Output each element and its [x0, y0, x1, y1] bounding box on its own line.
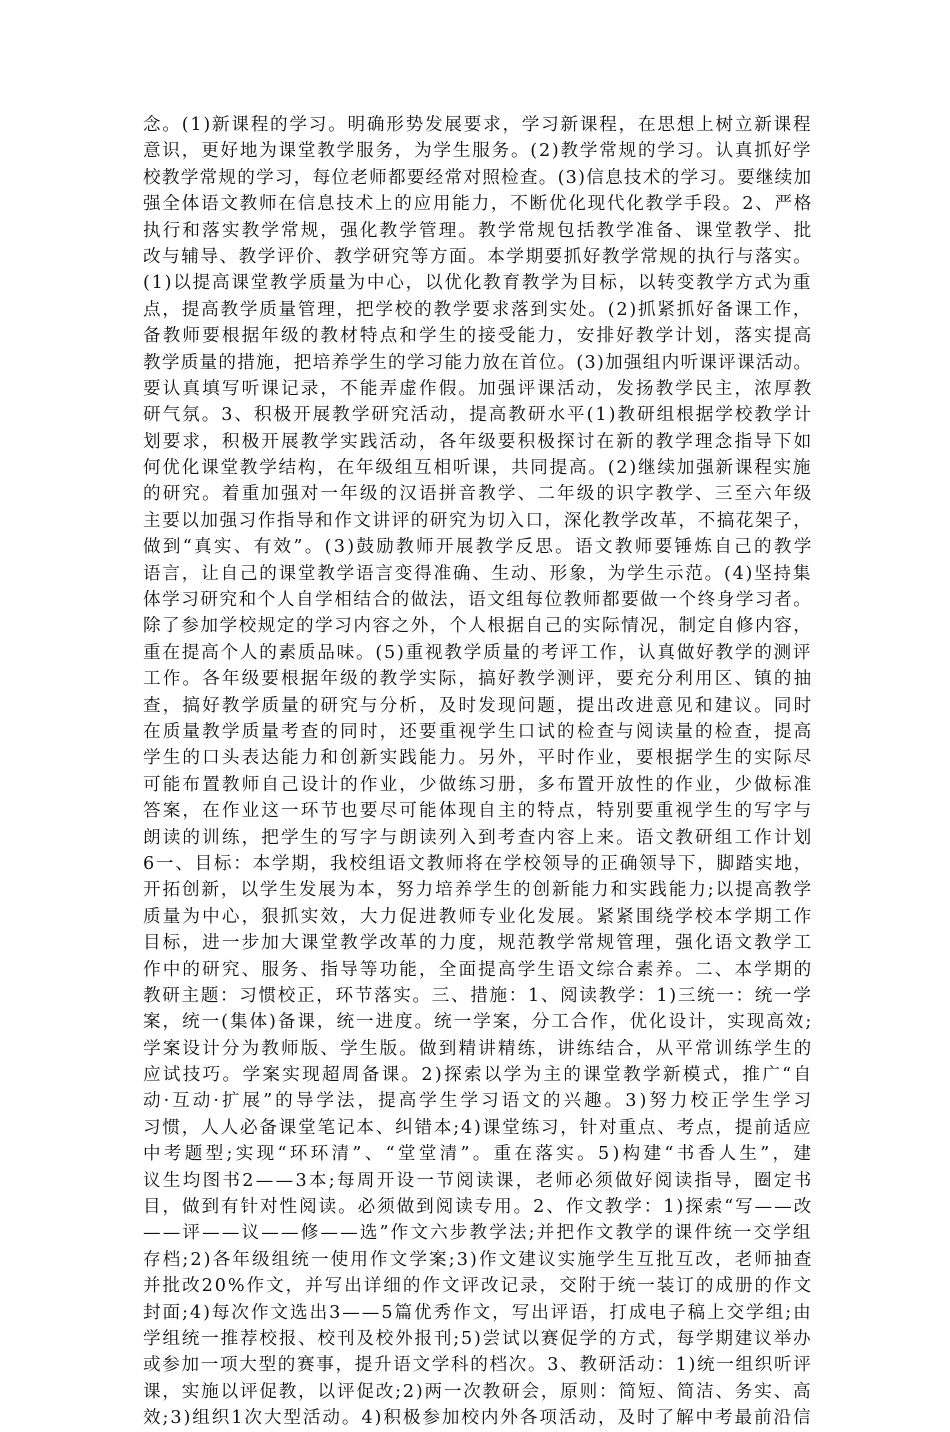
text-line: 质量为中心，狠抓实效，大力促进教师专业化发展。紧紧围绕学校本学期工作	[143, 906, 814, 927]
text-line: 应试技巧。学案实现超周备课。2)探索以学为主的课堂教学新模式，推广“自	[143, 1065, 814, 1086]
text-line: 并批改20%作文，并写出详细的作文评改记录，交附于统一装订的成册的作文	[143, 1276, 814, 1297]
text-line: 效;3)组织1次大型活动。4)积极参加校内外各项活动，及时了解中考最前沿信	[143, 1408, 813, 1429]
text-line: 研气氛。3、积极开展教学研究活动，提高教研水平(1)教研组根据学校教学计	[143, 405, 814, 426]
text-line: 要认真填写听课记录，不能弄虚作假。加强评课活动，发扬教学民主，浓厚教	[143, 378, 814, 399]
text-line: 课，实施以评促教，以评促改;2)两一次教研会，原则：简短、简洁、务实、高	[143, 1381, 813, 1402]
text-line: 封面;4)每次作文选出3——5篇优秀作文，写出评语，打成电子稿上交学组;由	[143, 1302, 813, 1323]
text-line: 划要求，积极开展教学实践活动，各年级要积极探讨在新的教学理念指导下如	[143, 431, 814, 452]
text-line: 动·互动·扩展”的导学法，提高学生学习语文的兴趣。3)努力校正学生学习	[143, 1091, 815, 1112]
text-line: 习惯，人人必备课堂笔记本、纠错本;4)课堂练习，针对重点、考点，提前适应	[143, 1117, 813, 1138]
text-line: 校教学常规的学习，每位老师都要经常对照检查。(3)信息技术的学习。要继续加	[143, 167, 813, 188]
text-line: 答案，在作业这一环节也要尽可能体现自主的特点，特别要重视学生的写字与	[143, 801, 814, 822]
text-line: 学生的口头表达能力和创新实践能力。另外，平时作业，要根据学生的实际尽	[143, 748, 814, 769]
text-line: 教学质量的措施，把培养学生的学习能力放在首位。(3)加强组内听课评课活动。	[143, 352, 813, 373]
text-line: 或参加一项大型的赛事，提升语文学科的档次。3、教研活动：1)统一组织听评	[143, 1355, 813, 1376]
text-line: 备教师要根据年级的教材特点和学生的接受能力，安排好教学计划，落实提高	[143, 326, 814, 347]
body-text	[143, 112, 815, 1432]
text-line: 改与辅导、教学评价、教学研究等方面。本学期要抓好教学常规的执行与落实。	[143, 246, 813, 267]
text-line: 存档;2)各年级组统一使用作文学案;3)作文建议实施学生互批互改，老师抽查	[143, 1249, 814, 1270]
text-line: 目标，进一步加大课堂教学改革的力度，规范教学常规管理，强化语文教学工	[143, 933, 814, 954]
text-line: 议生均图书2——3本;每周开设一节阅读课，老师必须做好阅读指导，圈定书	[143, 1170, 814, 1191]
text-line: 学组统一推荐校报、校刊及校外报刊;5)尝试以赛促学的方式，每学期建议举办	[143, 1328, 813, 1349]
text-line: (1)以提高课堂教学质量为中心，以优化教育教学为目标，以转变教学方式为重	[143, 273, 813, 294]
text-line: 查，搞好教学质量的研究与分析，及时发现问题，提出改进意见和建议。同时	[143, 695, 814, 716]
text-line: 点，提高教学质量管理，把学校的教学要求落到实处。(2)抓紧抓好备课工作，	[143, 299, 813, 320]
text-line: 目，做到有针对性阅读。必须做到阅读专用。2、作文教学：1)探索“写——改	[143, 1197, 814, 1218]
text-line: 执行和落实教学常规，强化教学管理。教学常规包括教学准备、课堂教学、批	[143, 220, 814, 241]
text-line: 意识，更好地为课堂教学服务，为学生服务。(2)教学常规的学习。认真抓好学	[143, 141, 813, 162]
text-line: 可能布置教师自己设计的作业，少做练习册，多布置开放性的作业，少做标准	[143, 774, 814, 795]
text-line: 做到“真实、有效”。(3)鼓励教师开展教学反思。语文教师要锤炼自己的教学	[143, 537, 814, 558]
text-line: 作中的研究、服务、指导等功能，全面提高学生语文综合素养。二、本学期的	[143, 959, 814, 980]
text-line: 强全体语文教师在信息技术上的应用能力，不断优化现代化教学手段。2、严格	[143, 194, 814, 215]
text-line: 6一、目标：本学期，我校组语文教师将在学校领导的正确领导下，脚踏实地，	[143, 853, 814, 874]
text-line: 朗读的训练，把学生的写字与朗读列入到考查内容上来。语文教研组工作计划	[143, 827, 814, 848]
text-line: 教研主题：习惯校正，环节落实。三、措施：1、阅读教学：1)三统一：统一学	[143, 985, 813, 1006]
text-line: 在质量教学质量考查的同时，还要重视学生口试的检查与阅读量的检查，提高	[143, 721, 814, 742]
text-line: 体学习研究和个人自学相结合的做法，语文组每位教师都要做一个终身学习者。	[143, 590, 813, 611]
text-line: 学案设计分为教师版、学生版。做到精讲精练，讲练结合，从平常训练学生的	[143, 1038, 814, 1059]
text-line: 语言，让自己的课堂教学语言变得准确、生动、形象，为学生示范。(4)坚持集	[143, 563, 813, 584]
text-line: 中考题型;实现“环环清”、“堂堂清”。重在落实。5)构建“书香人生”，建	[143, 1144, 815, 1165]
text-line: 主要以加强习作指导和作文讲评的研究为切入口，深化教学改革，不搞花架子，	[143, 510, 813, 531]
text-line: 重在提高个人的素质品味。(5)重视教学质量的考评工作，认真做好教学的测评	[143, 642, 813, 663]
text-line: 开拓创新，以学生发展为本，努力培养学生的创新能力和实践能力;以提高教学	[143, 880, 814, 901]
text-line: 除了参加学校规定的学习内容之外，个人根据自己的实际情况，制定自修内容，	[143, 616, 813, 637]
text-line: 工作。各年级要根据年级的教学实际，搞好教学测评，要充分利用区、镇的抽	[143, 669, 814, 690]
text-line: 念。(1)新课程的学习。明确形势发展要求，学习新课程，在思想上树立新课程	[143, 115, 813, 135]
text-line: ——评——议——修——选”作文六步教学法;并把作文教学的课件统一交学组	[143, 1223, 813, 1244]
text-line: 何优化课堂教学结构，在年级组互相听课，共同提高。(2)继续加强新课程实施	[143, 458, 813, 479]
text-line: 的研究。着重加强对一年级的汉语拼音教学、二年级的识字教学、三至六年级	[143, 484, 814, 505]
text-line: 案，统一(集体)备课，统一进度。统一学案，分工合作，优化设计，实现高效;	[143, 1012, 814, 1033]
